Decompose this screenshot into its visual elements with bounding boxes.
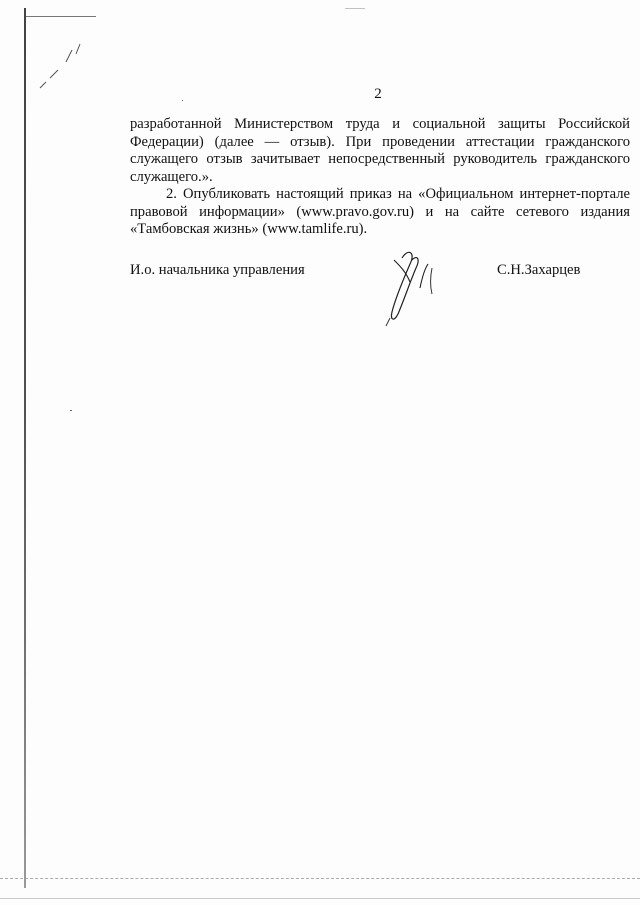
handwritten-signature [380,238,450,328]
margin-mark [36,40,86,100]
scan-edge-bottom-secondary [0,898,640,899]
paragraph-continuation: разработанной Министерством труда и социальной защиты Российской Федерации) (далее — отзыв). При проведении аттестации гражданского служащего отзыв зачитывает непосредственный руководитель гражданского служащего.». [130,116,630,185]
paragraph-2: 2. Опубликовать настоящий приказ на «Официальном интернет-портале правовой информации» (www.pravo.gov.ru) и на сайте сетевого издания «Тамбовская жизнь» (www.tamlife.ru). [130,186,630,237]
scan-edge-top [26,16,96,17]
scan-speck [345,8,365,9]
signatory-name: С.Н.Захарцев [497,262,581,278]
scan-edge-left [24,8,26,888]
scan-speck [182,100,183,101]
signatory-role: И.о. начальника управления [130,262,305,278]
scan-speck [70,410,72,411]
page-number: 2 [374,86,382,102]
document-body [130,116,630,239]
scan-edge-bottom [0,878,640,879]
